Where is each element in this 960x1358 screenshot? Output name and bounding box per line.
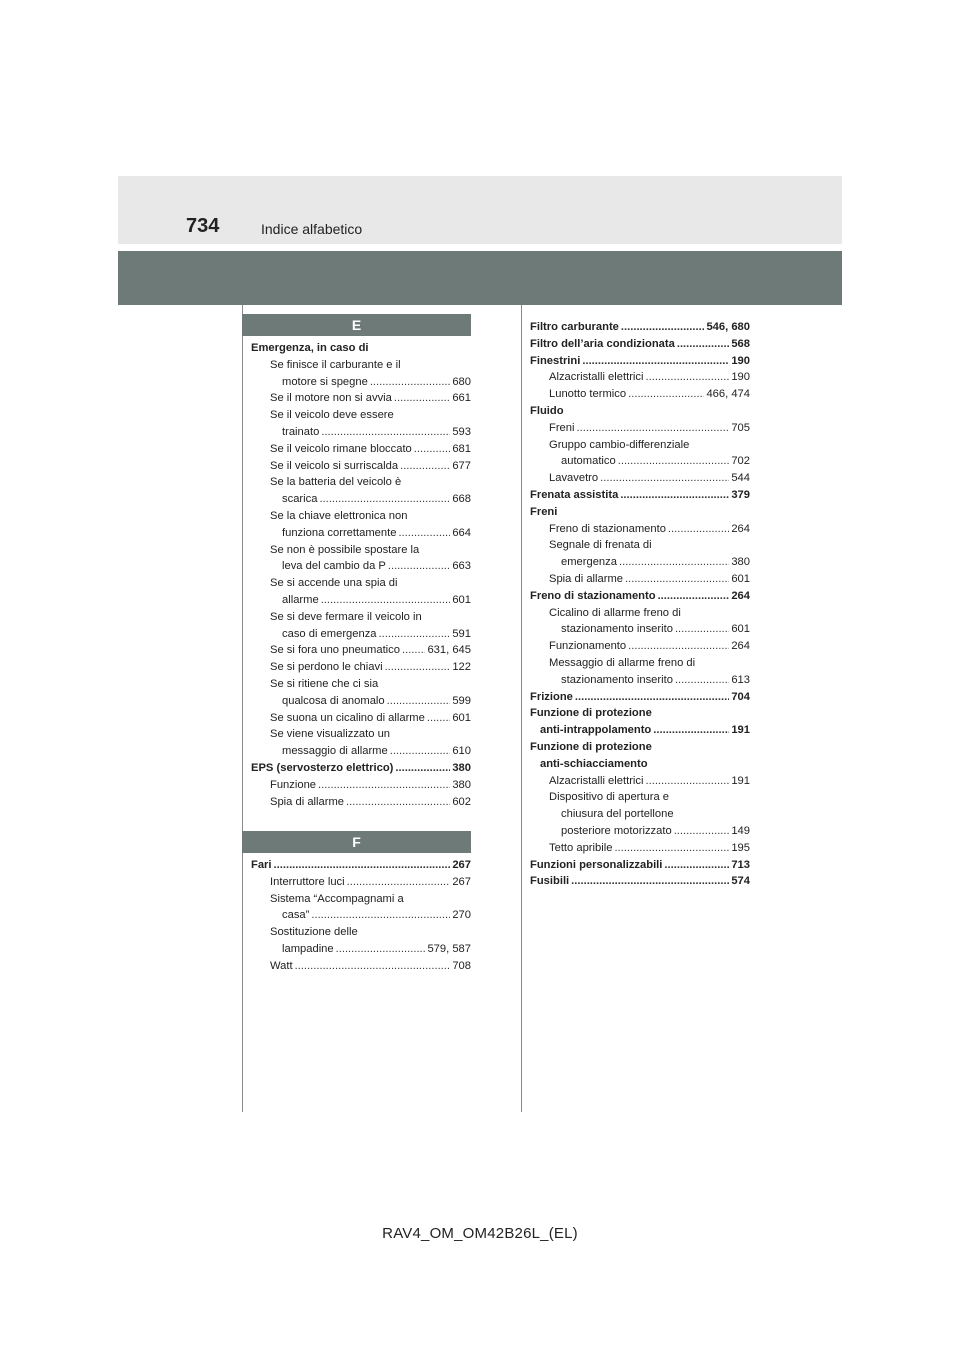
dot-leader — [346, 794, 450, 811]
index-entry-page: 680 — [452, 375, 471, 388]
dot-leader — [319, 491, 450, 508]
dot-leader — [388, 558, 450, 575]
index-entry — [251, 626, 471, 643]
index-entry-page: 190 — [731, 354, 750, 367]
index-entry-label: Interruttore luci — [270, 875, 345, 888]
index-entry-label: leva del cambio da P — [282, 560, 386, 573]
index-entry — [530, 873, 750, 890]
index-entry-label: Freno di stazionamento — [530, 589, 656, 602]
index-entry — [530, 823, 750, 840]
index-entry-label: Filtro carburante — [530, 321, 619, 333]
index-entry-page: 661 — [452, 392, 471, 405]
dot-leader — [577, 420, 730, 437]
index-entry: Se si accende una spia di — [270, 577, 398, 590]
index-entry-page: 702 — [731, 455, 750, 468]
index-entry-label: scarica — [282, 493, 318, 506]
header-band — [118, 176, 842, 244]
index-entry-page: 704 — [731, 690, 750, 703]
dot-leader — [390, 743, 451, 760]
index-entry-page: 708 — [452, 959, 471, 972]
index-entry-page: 191 — [731, 724, 750, 737]
dot-leader — [621, 319, 705, 336]
dot-leader — [321, 592, 451, 609]
index-entry-label: stazionamento inserito — [561, 673, 673, 686]
index-entry-page: 190 — [731, 371, 750, 384]
index-entry-page: 195 — [731, 841, 750, 854]
index-entry: Fluido — [530, 404, 564, 417]
index-entry-page: 591 — [452, 627, 471, 640]
index-entry-page: 264 — [731, 640, 750, 653]
index-entry-page: 466, 474 — [706, 388, 750, 401]
dot-leader — [400, 458, 450, 475]
index-entry-page: 705 — [731, 421, 750, 434]
index-entry: Segnale di frenata di — [549, 539, 652, 552]
index-entry-page: 546, 680 — [706, 321, 750, 333]
index-entry-page: 613 — [731, 673, 750, 686]
index-entry — [251, 458, 471, 475]
index-entry-label: Frizione — [530, 690, 573, 703]
index-entry-label: Se suona un cicalino di allarme — [270, 711, 425, 724]
index-entry — [530, 840, 750, 857]
index-entry-label: motore si spegne — [282, 375, 368, 388]
column-divider-middle — [521, 305, 522, 1112]
section-header-e: E — [242, 314, 471, 336]
dot-leader — [414, 441, 451, 458]
index-entry-label: lampadine — [282, 942, 334, 955]
index-entry-page: 601 — [452, 711, 471, 724]
index-entry-label: allarme — [282, 593, 319, 606]
dot-leader — [347, 874, 451, 891]
index-entry — [251, 710, 471, 727]
index-entry: Se il veicolo deve essere — [270, 409, 394, 422]
index-entry-page: 544 — [731, 472, 750, 485]
index-entry — [530, 453, 750, 470]
dot-leader — [311, 907, 450, 924]
index-entry — [530, 420, 750, 437]
index-entry-label: Fusibili — [530, 875, 570, 888]
index-entry — [251, 558, 471, 575]
index-entry-page: 380 — [452, 778, 471, 791]
index-entry: Se la batteria del veicolo è — [270, 476, 402, 489]
index-entry — [530, 521, 750, 538]
index-entry: Cicalino di allarme freno di — [549, 606, 681, 619]
index-entry-page: 681 — [452, 442, 471, 455]
index-entry-label: Funzionamento — [549, 640, 627, 653]
index-entry-label: posteriore motorizzato — [561, 824, 672, 837]
index-entry — [251, 743, 471, 760]
dot-leader — [398, 525, 450, 542]
index-entry — [530, 588, 750, 605]
index-entry — [251, 760, 471, 777]
index-entry — [251, 424, 471, 441]
index-entry — [251, 642, 471, 659]
index-entry: Emergenza, in caso di — [251, 342, 369, 354]
index-entry — [530, 722, 750, 739]
dot-leader — [394, 390, 450, 407]
index-entry-page: 191 — [731, 774, 750, 787]
index-entry-label: Filtro dell’aria condizionata — [530, 337, 675, 350]
index-entry-label: Alzacristalli elettrici — [549, 774, 644, 787]
index-entry — [251, 693, 471, 710]
index-entry — [251, 491, 471, 508]
index-entry-label: Lavavetro — [549, 472, 599, 485]
index-entry: Dispositivo di apertura e — [549, 791, 670, 804]
index-entry-label: automatico — [561, 455, 616, 468]
footer-doc-code: RAV4_OM_OM42B26L_(EL) — [382, 1225, 578, 1242]
index-column-right — [530, 319, 750, 890]
index-entry-page: 149 — [731, 824, 750, 837]
index-entry-label: caso di emergenza — [282, 627, 377, 640]
index-entry-label: casa” — [282, 909, 310, 922]
index-entry-label: Spia di allarme — [270, 795, 344, 808]
index-entry-label: trainato — [282, 425, 320, 438]
index-entry: Se si deve fermare il veicolo in — [270, 610, 422, 623]
index-entry-page: 601 — [731, 572, 750, 585]
index-entry: Se si ritiene che ci sia — [270, 677, 379, 690]
dot-leader — [668, 521, 729, 538]
dot-leader — [620, 487, 729, 504]
index-entry-label: Finestrini — [530, 354, 581, 367]
index-entry-label: Se il motore non si avvia — [270, 392, 392, 405]
index-entry: Funzione di protezione — [530, 707, 652, 720]
dot-leader — [628, 638, 729, 655]
index-entry — [530, 672, 750, 689]
dot-leader — [664, 857, 729, 874]
section-header-f: F — [242, 831, 471, 853]
index-entry-page: 668 — [452, 493, 471, 506]
index-entry-page: 264 — [731, 522, 750, 535]
index-entry-label: qualcosa di anomalo — [282, 694, 385, 707]
index-entry-page: 602 — [452, 795, 471, 808]
index-entry-label: funziona correttamente — [282, 526, 397, 539]
index-entry-page: 380 — [731, 556, 750, 569]
index-entry — [251, 874, 471, 891]
header-bar — [118, 251, 842, 305]
index-entry-label: messaggio di allarme — [282, 745, 388, 758]
index-entry-page: 610 — [452, 745, 471, 758]
dot-leader — [600, 470, 729, 487]
index-entry-label: Se si perdono le chiavi — [270, 661, 383, 674]
index-entry — [530, 554, 750, 571]
index-entry-label: stazionamento inserito — [561, 623, 673, 636]
dot-leader — [318, 777, 450, 794]
index-entry — [530, 353, 750, 370]
index-entry-label: emergenza — [561, 556, 617, 569]
index-entry-label: Tetto apribile — [549, 841, 613, 854]
index-entry-page: 663 — [452, 560, 471, 573]
index-entry-label: Funzioni personalizzabili — [530, 858, 663, 871]
index-entry-label: EPS (servosterzo elettrico) — [251, 761, 394, 774]
page-number: 734 — [186, 215, 220, 237]
index-entry — [251, 907, 471, 924]
index-entry: Gruppo cambio-differenziale — [549, 438, 690, 451]
dot-leader — [675, 672, 729, 689]
index-entry-label: Se il veicolo rimane bloccato — [270, 442, 412, 455]
dot-leader — [385, 659, 451, 676]
index-entry — [530, 369, 750, 386]
index-entry-page: 267 — [452, 875, 471, 888]
index-entry — [530, 336, 750, 353]
dot-leader — [658, 588, 730, 605]
dot-leader — [571, 873, 729, 890]
column-divider-left — [242, 305, 243, 1112]
index-entry — [251, 592, 471, 609]
dot-leader — [614, 840, 729, 857]
index-entry-label: Spia di allarme — [549, 572, 623, 585]
dot-leader — [618, 453, 730, 470]
index-entry-label: Frenata assistita — [530, 488, 619, 501]
index-entry-label: Lunotto termico — [549, 388, 627, 401]
index-entry: Freni — [530, 505, 558, 518]
dot-leader — [336, 941, 426, 958]
index-entry-page: 379 — [731, 488, 750, 501]
index-entry: anti-schiacciamento — [540, 757, 648, 770]
index-entry-page: 579, 587 — [427, 942, 471, 955]
dot-leader — [582, 353, 729, 370]
index-entry: Sistema “Accompagnami a — [270, 892, 404, 905]
index-entry: Sostituzione delle — [270, 926, 358, 939]
dot-leader — [646, 773, 730, 790]
index-entry-label: Se si fora uno pneumatico — [270, 644, 400, 657]
dot-leader — [675, 621, 729, 638]
index-entry — [530, 689, 750, 706]
index-entry: Se la chiave elettronica non — [270, 509, 408, 522]
index-entry-page: 677 — [452, 459, 471, 472]
dot-leader — [646, 369, 730, 386]
index-entry: chiusura del portellone — [561, 808, 674, 821]
index-entry — [251, 659, 471, 676]
index-entry-page: 267 — [452, 859, 471, 871]
index-column-f — [251, 857, 471, 975]
index-entry-page: 601 — [731, 623, 750, 636]
index-entry: Se viene visualizzato un — [270, 728, 391, 741]
index-entry: Messaggio di allarme freno di — [549, 656, 696, 669]
index-entry — [530, 319, 750, 336]
index-entry-page: 601 — [452, 593, 471, 606]
dot-leader — [295, 958, 451, 975]
index-entry-page: 593 — [452, 425, 471, 438]
dot-leader — [653, 722, 729, 739]
dot-leader — [619, 554, 729, 571]
index-entry — [530, 638, 750, 655]
index-entry — [251, 941, 471, 958]
dot-leader — [321, 424, 450, 441]
dot-leader — [402, 642, 425, 659]
index-entry-label: Alzacristalli elettrici — [549, 371, 644, 384]
index-entry-page: 568 — [731, 337, 750, 350]
index-entry — [251, 958, 471, 975]
dot-leader — [628, 386, 704, 403]
index-entry — [530, 386, 750, 403]
index-entry — [530, 621, 750, 638]
dot-leader — [274, 857, 451, 874]
index-entry-page: 599 — [452, 694, 471, 707]
index-entry: Se non è possibile spostare la — [270, 543, 420, 556]
index-entry — [251, 390, 471, 407]
dot-leader — [395, 760, 450, 777]
index-entry-page: 713 — [731, 858, 750, 871]
index-entry-label: Watt — [270, 959, 293, 972]
dot-leader — [427, 710, 450, 727]
dot-leader — [370, 374, 451, 391]
index-entry-label: Se il veicolo si surriscalda — [270, 459, 399, 472]
index-entry — [251, 441, 471, 458]
index-entry-label: Freno di stazionamento — [549, 522, 666, 535]
index-entry — [530, 487, 750, 504]
index-entry — [530, 470, 750, 487]
index-entry — [530, 773, 750, 790]
index-entry-label: Funzione — [270, 778, 317, 791]
dot-leader — [625, 571, 729, 588]
header-title: Indice alfabetico — [261, 221, 363, 237]
index-entry — [530, 571, 750, 588]
index-entry-label: Freni — [549, 421, 575, 434]
index-entry-page: 631, 645 — [427, 644, 471, 657]
dot-leader — [677, 336, 729, 353]
index-entry — [251, 857, 471, 874]
index-entry — [251, 525, 471, 542]
index-entry-page: 270 — [452, 909, 471, 922]
index-entry: Se finisce il carburante e il — [270, 358, 401, 371]
index-entry-label: Fari — [251, 859, 272, 871]
index-column-e — [251, 340, 471, 810]
index-entry-page: 264 — [731, 589, 750, 602]
dot-leader — [387, 693, 451, 710]
index-entry — [251, 374, 471, 391]
dot-leader — [575, 689, 729, 706]
index-entry-label: anti-intrappolamento — [540, 724, 652, 737]
dot-leader — [674, 823, 730, 840]
index-entry: Funzione di protezione — [530, 740, 652, 753]
index-entry-page: 664 — [452, 526, 471, 539]
dot-leader — [379, 626, 451, 643]
index-entry — [251, 777, 471, 794]
index-entry-page: 380 — [452, 761, 471, 774]
index-entry-page: 574 — [731, 875, 750, 888]
index-entry-page: 122 — [452, 661, 471, 674]
index-entry — [530, 857, 750, 874]
index-entry — [251, 794, 471, 811]
